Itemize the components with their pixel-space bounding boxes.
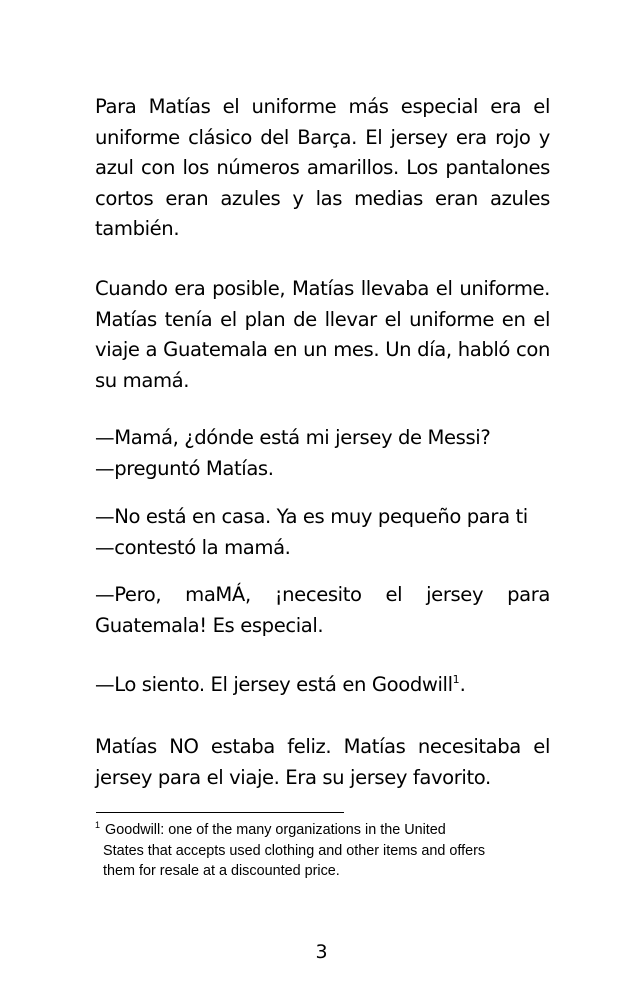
- footnote: [95, 820, 565, 882]
- dialogue-line: —preguntó Matías.: [95, 456, 274, 480]
- footnote-line: them for resale at a discounted price.: [103, 863, 340, 879]
- paragraph-travel-plan: Cuando era posible, Matías llevaba el uniforme. Matías tenía el plan de llevar el uniforme en el viaje a Guatemala en un mes. Un día, habló con su mamá.: [95, 277, 550, 392]
- footnote-reference: 1: [452, 673, 460, 686]
- footnote-divider: [96, 812, 344, 813]
- dialogue-goodwill-text: —Lo siento. El jersey está en Goodwill: [95, 673, 453, 696]
- page-number: 3: [315, 941, 328, 963]
- footnote-marker: 1: [95, 820, 101, 830]
- footnote-line: States that accepts used clothing and other items and offers: [103, 842, 486, 859]
- dialogue-need-jersey: —Pero, maMÁ, ¡necesito el jersey para Guatemala! Es especial.: [95, 583, 550, 637]
- dialogue-line: —contestó la mamá.: [95, 535, 291, 559]
- dialogue-goodwill-period: .: [459, 673, 466, 696]
- dialogue-goodwill: [95, 670, 550, 701]
- dialogue-line: —Mamá, ¿dónde está mi jersey de Messi?: [95, 426, 491, 449]
- footnote-line: $^1$ Goodwill: one of the many organizations in the United: [95, 820, 446, 838]
- dialogue-mother-answer: [95, 502, 550, 563]
- paragraph-uniform-description: Para Matías el uniforme más especial era el uniforme clásico del Barça. El jersey era rojo y azul con los números amarillos. Los pantalones cortos eran azules y las medias eran azules también.: [95, 95, 550, 241]
- paragraph-not-happy: Matías NO estaba feliz. Matías necesitaba el jersey para el viaje. Era su jersey favorito.: [95, 735, 550, 789]
- dialogue-line: —No está en casa. Ya es muy pequeño para ti: [95, 505, 528, 528]
- dialogue-question-jersey: [95, 423, 550, 484]
